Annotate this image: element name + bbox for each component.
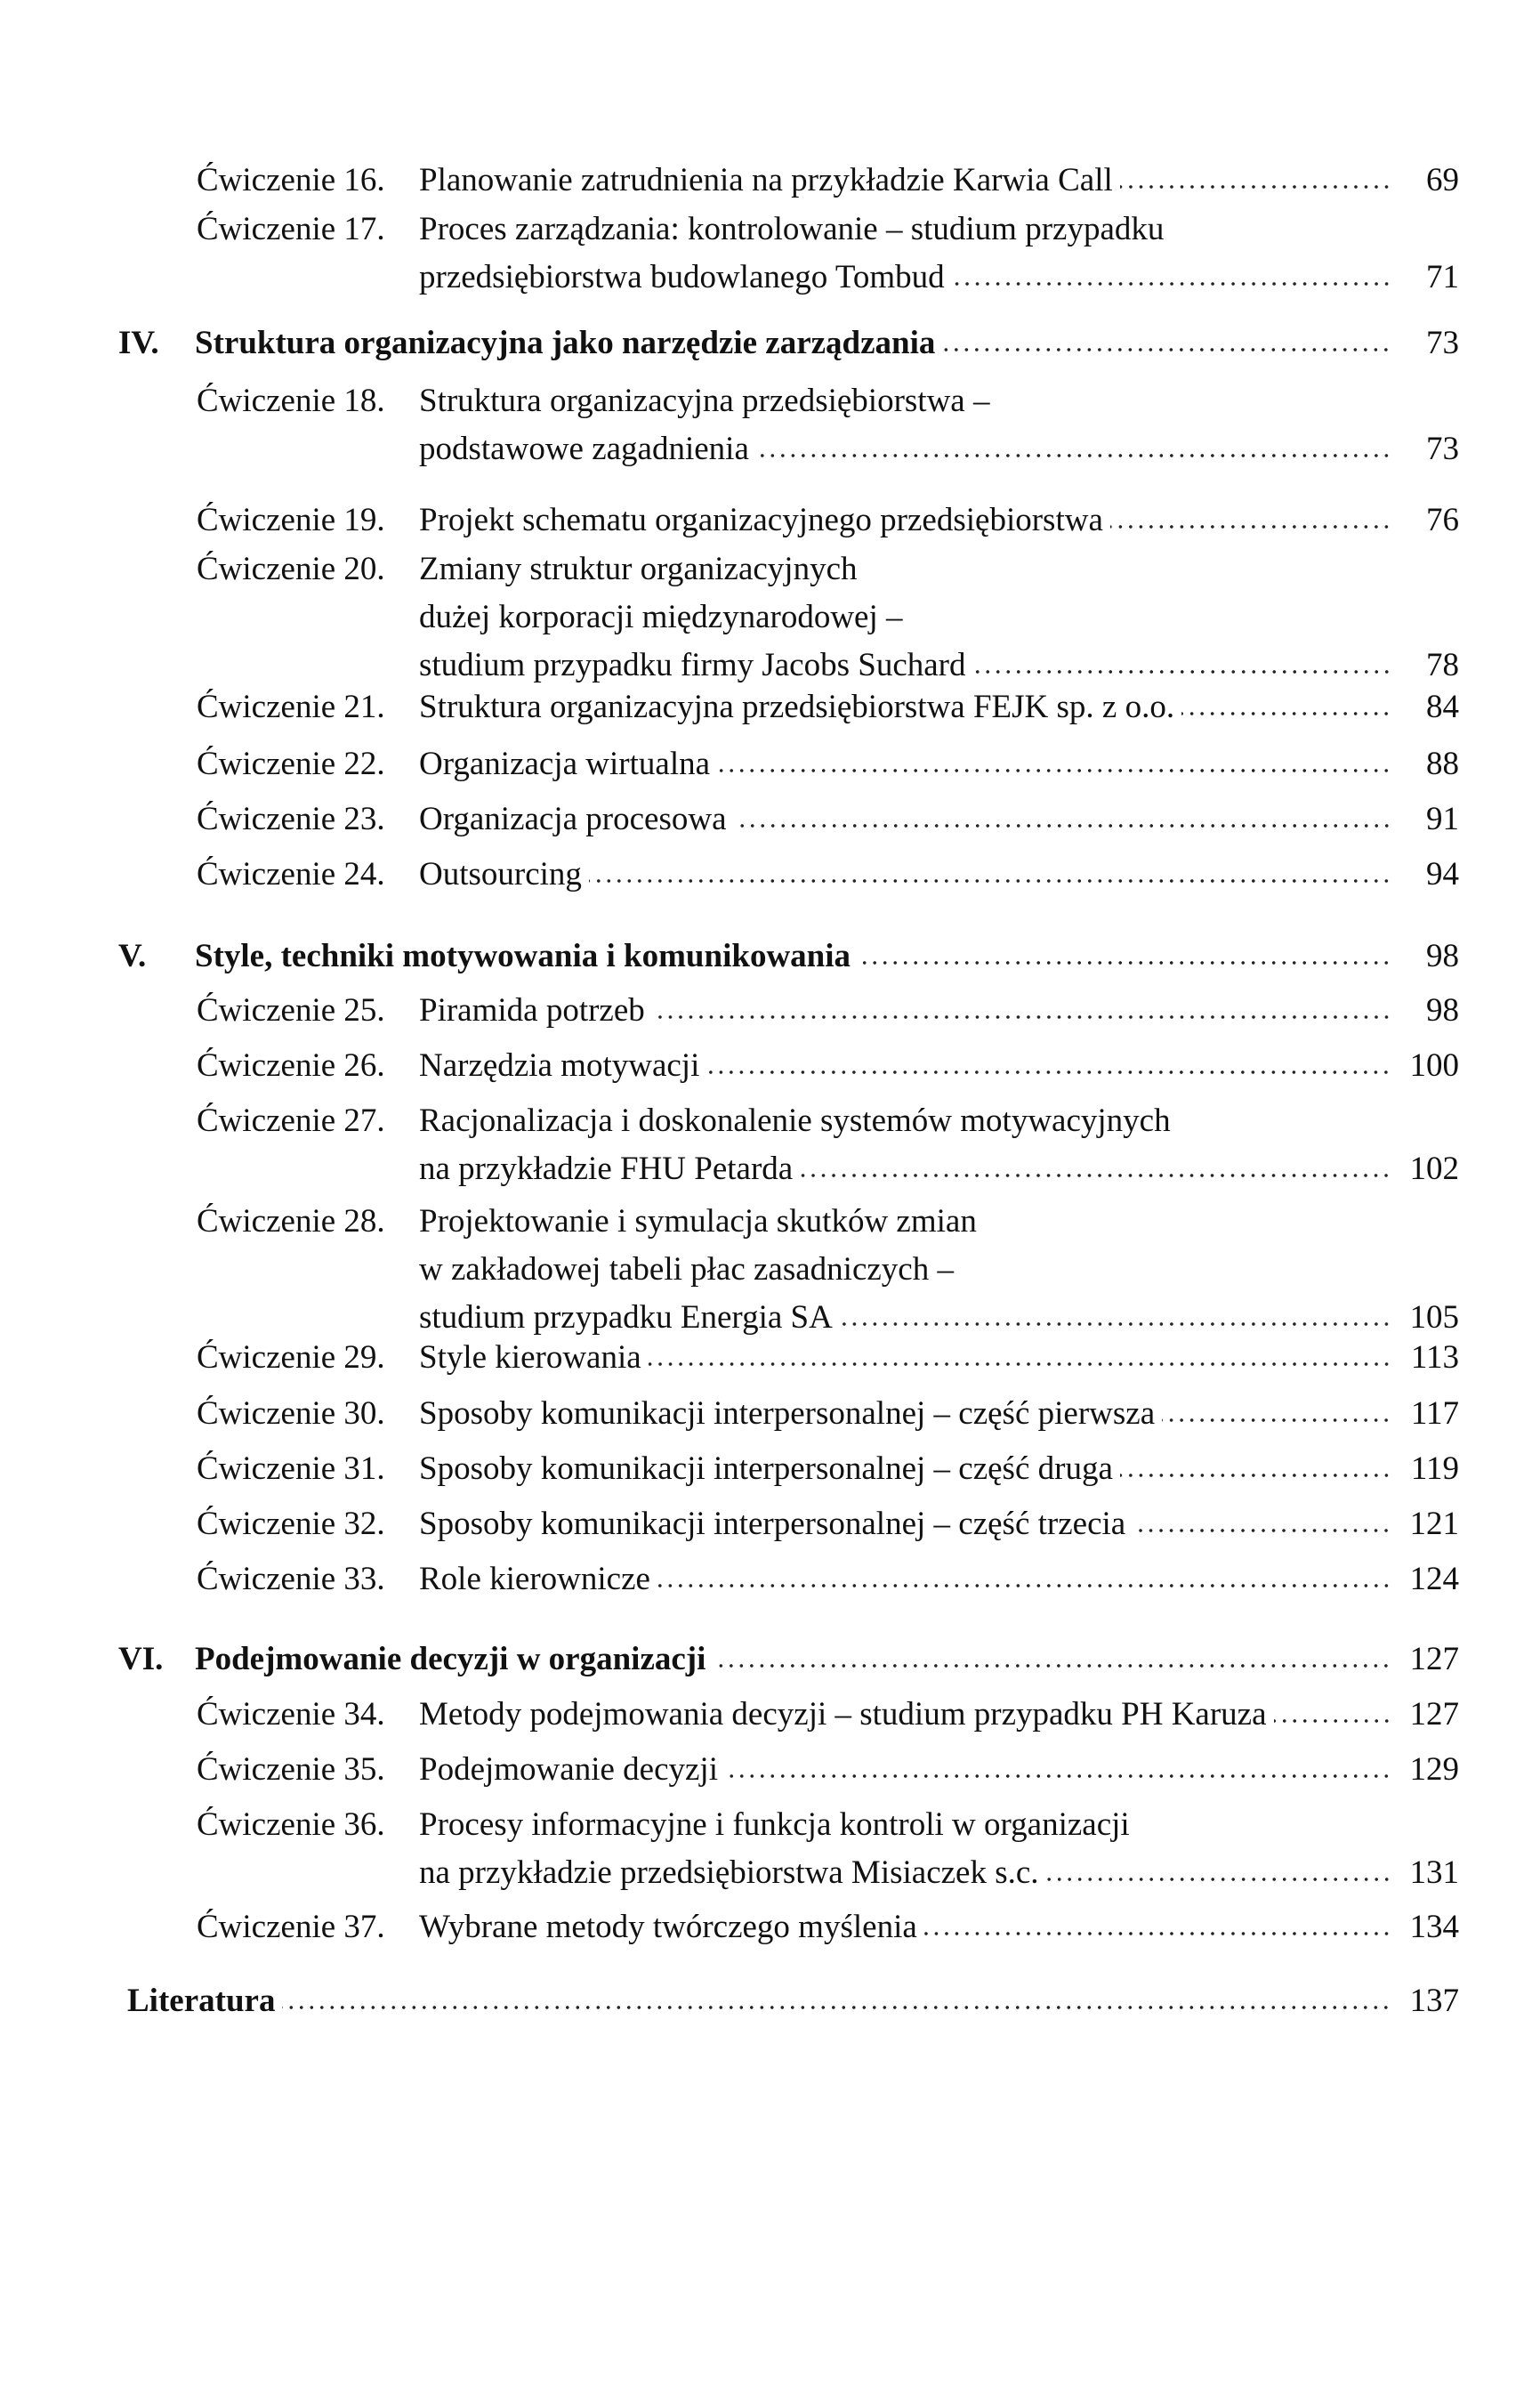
toc-entry-row	[197, 1907, 1459, 1948]
toc-entry-row	[127, 1981, 1459, 2022]
page-number[interactable]: 100	[1409, 1047, 1459, 1084]
exercise-label: Ćwiczenie 34.	[197, 1696, 385, 1733]
dot-leader	[800, 1171, 1391, 1180]
toc-entry-row	[197, 990, 1459, 1031]
page-number[interactable]: 71	[1426, 259, 1459, 295]
dot-leader	[840, 1320, 1391, 1329]
dot-leader	[717, 766, 1391, 775]
exercise-title: Procesy informacyjne i funkcja kontroli w organizacji	[419, 1806, 1130, 1843]
exercise-title: Wybrane metody twórczego myślenia	[419, 1909, 917, 1945]
toc-entry-line	[197, 1805, 1130, 1846]
exercise-title: Planowanie zatrudnienia na przykładzie Karwia Call	[419, 162, 1113, 198]
toc-entry-row	[197, 1504, 1459, 1545]
toc-entry-row	[118, 1639, 1459, 1680]
exercise-label: Ćwiczenie 20.	[197, 551, 385, 587]
chapter-number: V.	[118, 938, 147, 974]
dot-leader	[756, 451, 1391, 460]
page-number[interactable]: 98	[1426, 938, 1459, 974]
dot-leader	[706, 1068, 1391, 1077]
exercise-title: Organizacja wirtualna	[419, 746, 711, 782]
dot-leader	[973, 667, 1392, 676]
exercise-title: na przykładzie FHU Petarda	[419, 1151, 794, 1187]
exercise-label: Ćwiczenie 26.	[197, 1047, 385, 1084]
exercise-title: Sposoby komunikacji interpersonalnej – część druga	[419, 1450, 1113, 1487]
backmatter-title: Literatura	[127, 1983, 276, 2019]
exercise-title: Organizacja procesowa	[419, 801, 727, 837]
page-number[interactable]: 105	[1409, 1299, 1459, 1336]
dot-leader	[952, 279, 1391, 288]
page-number[interactable]: 127	[1409, 1696, 1459, 1733]
exercise-title: studium przypadku firmy Jacobs Suchard	[419, 647, 966, 683]
toc-entry-row	[197, 854, 1459, 895]
page-number[interactable]: 76	[1426, 502, 1459, 538]
exercise-title: Projektowanie i symulacja skutków zmian	[419, 1203, 977, 1240]
toc-entry-row	[197, 744, 1459, 785]
exercise-label: Ćwiczenie 35.	[197, 1751, 385, 1788]
dot-leader	[282, 2003, 1391, 2012]
exercise-title: Projekt schematu organizacyjnego przedsiębiorstwa	[419, 502, 1103, 538]
page-number[interactable]: 73	[1426, 431, 1459, 467]
exercise-title: Zmiany struktur organizacyjnych	[419, 551, 858, 587]
page-number[interactable]: 129	[1409, 1751, 1459, 1788]
toc-entry-row	[197, 429, 1459, 470]
page-number[interactable]: 84	[1426, 689, 1459, 725]
exercise-label: Ćwiczenie 23.	[197, 801, 385, 837]
dot-leader	[942, 345, 1391, 354]
chapter-title: Style, techniki motywowania i komunikowania	[195, 938, 851, 974]
dot-leader	[924, 1929, 1391, 1938]
exercise-title: na przykładzie przedsiębiorstwa Misiaczek s.c.	[419, 1854, 1039, 1891]
toc-entry-row	[197, 1559, 1459, 1600]
dot-leader	[657, 1581, 1391, 1590]
exercise-title: Outsourcing	[419, 856, 582, 893]
page-number[interactable]: 69	[1426, 162, 1459, 198]
exercise-label: Ćwiczenie 32.	[197, 1506, 385, 1542]
exercise-title: Piramida potrzeb	[419, 992, 645, 1029]
page-number[interactable]: 94	[1426, 856, 1459, 893]
toc-entry-row	[197, 687, 1459, 728]
exercise-label: Ćwiczenie 25.	[197, 992, 385, 1029]
page-number[interactable]: 121	[1409, 1506, 1459, 1542]
exercise-label: Ćwiczenie 17.	[197, 211, 385, 247]
page-number[interactable]: 137	[1409, 1983, 1459, 2019]
exercise-label: Ćwiczenie 27.	[197, 1103, 385, 1139]
page-number[interactable]: 91	[1426, 801, 1459, 837]
page-number[interactable]: 127	[1409, 1641, 1459, 1677]
chapter-title: Podejmowanie decyzji w organizacji	[195, 1641, 706, 1677]
exercise-label: Ćwiczenie 36.	[197, 1806, 385, 1843]
page-number[interactable]: 134	[1409, 1909, 1459, 1945]
toc-entry-line	[197, 1201, 977, 1242]
toc-entry-line	[197, 209, 1164, 250]
page-number[interactable]: 119	[1410, 1450, 1459, 1487]
dot-leader	[1120, 1471, 1391, 1480]
exercise-title: Struktura organizacyjna przedsiębiorstwa FEJK sp. z o.o.	[419, 689, 1175, 725]
toc-entry-row	[197, 1749, 1459, 1790]
exercise-label: Ćwiczenie 30.	[197, 1395, 385, 1432]
exercise-title: Podejmowanie decyzji	[419, 1751, 718, 1788]
toc-entry-row	[197, 500, 1459, 541]
exercise-title: Sposoby komunikacji interpersonalnej – część pierwsza	[419, 1395, 1156, 1432]
exercise-label: Ćwiczenie 31.	[197, 1450, 385, 1487]
exercise-label: Ćwiczenie 24.	[197, 856, 385, 893]
toc-entry-row	[118, 936, 1459, 977]
exercise-label: Ćwiczenie 16.	[197, 162, 385, 198]
toc-entry-row	[197, 1449, 1459, 1490]
dot-leader	[1162, 1416, 1391, 1425]
chapter-number: VI.	[118, 1641, 164, 1677]
exercise-label: Ćwiczenie 33.	[197, 1561, 385, 1597]
dot-leader	[1110, 522, 1391, 531]
toc-entry-row	[197, 257, 1459, 298]
dot-leader	[652, 1013, 1391, 1022]
exercise-title: studium przypadku Energia SA	[419, 1299, 833, 1336]
toc-entry-line	[197, 381, 989, 422]
exercise-title: podstawowe zagadnienia	[419, 431, 749, 467]
page-number[interactable]: 78	[1426, 647, 1459, 683]
dot-leader	[649, 1360, 1391, 1369]
exercise-title: Racjonalizacja i doskonalenie systemów motywacyjnych	[419, 1103, 1171, 1139]
toc-entry-row	[197, 1337, 1459, 1378]
exercise-title: Metody podejmowania decyzji – studium przypadku PH Karuza	[419, 1696, 1267, 1733]
exercise-title: Struktura organizacyjna przedsiębiorstwa –	[419, 383, 990, 419]
dot-leader	[734, 821, 1391, 830]
toc-entry-row	[197, 160, 1459, 201]
exercise-label: Ćwiczenie 37.	[197, 1909, 385, 1945]
toc-entry-row	[118, 323, 1459, 364]
page-number[interactable]: 88	[1426, 746, 1459, 782]
page-number[interactable]: 98	[1426, 992, 1459, 1029]
dot-leader	[1046, 1875, 1391, 1884]
chapter-number: IV.	[118, 325, 159, 361]
exercise-title: Narzędzia motywacji	[419, 1047, 700, 1084]
exercise-title: Style kierowania	[419, 1339, 641, 1376]
exercise-title: przedsiębiorstwa budowlanego Tombud	[419, 259, 945, 295]
exercise-label: Ćwiczenie 21.	[197, 689, 385, 725]
toc-entry-line	[197, 1249, 954, 1290]
dot-leader	[713, 1661, 1391, 1670]
dot-leader	[1120, 182, 1391, 191]
dot-leader	[1133, 1526, 1391, 1535]
exercise-label: Ćwiczenie 19.	[197, 502, 385, 538]
exercise-title: Proces zarządzania: kontrolowanie – studium przypadku	[419, 211, 1165, 247]
exercise-title: dużej korporacji międzynarodowej –	[419, 599, 903, 635]
dot-leader	[589, 876, 1391, 885]
exercise-title: Sposoby komunikacji interpersonalnej – część trzecia	[419, 1506, 1126, 1542]
page-number[interactable]: 113	[1410, 1339, 1459, 1376]
dot-leader	[1181, 709, 1391, 718]
toc-entry-row	[197, 1297, 1459, 1338]
toc-entry-row	[197, 799, 1459, 840]
exercise-label: Ćwiczenie 29.	[197, 1339, 385, 1376]
page-number[interactable]: 73	[1426, 325, 1459, 361]
page-number[interactable]: 117	[1410, 1395, 1459, 1432]
page-number[interactable]: 124	[1409, 1561, 1459, 1597]
exercise-label: Ćwiczenie 22.	[197, 746, 385, 782]
dot-leader	[725, 1772, 1391, 1781]
toc-entry-row	[197, 1149, 1459, 1190]
toc-entry-line	[197, 597, 903, 638]
exercise-title: w zakładowej tabeli płac zasadniczych –	[419, 1251, 954, 1288]
toc-entry-row	[197, 1046, 1459, 1086]
dot-leader	[1274, 1717, 1391, 1725]
dot-leader	[858, 958, 1391, 967]
toc-entry-line	[197, 1101, 1171, 1142]
chapter-title: Struktura organizacyjna jako narzędzie zarządzania	[195, 325, 936, 361]
exercise-label: Ćwiczenie 18.	[197, 383, 385, 419]
page-number[interactable]: 102	[1409, 1151, 1459, 1187]
page-number[interactable]: 131	[1409, 1854, 1459, 1891]
toc-entry-row	[197, 1853, 1459, 1894]
exercise-title: Role kierownicze	[419, 1561, 650, 1597]
toc-entry-row	[197, 1694, 1459, 1735]
toc-entry-line	[197, 549, 858, 590]
exercise-label: Ćwiczenie 28.	[197, 1203, 385, 1240]
toc-entry-row	[197, 1393, 1459, 1434]
toc-entry-row	[197, 645, 1459, 686]
